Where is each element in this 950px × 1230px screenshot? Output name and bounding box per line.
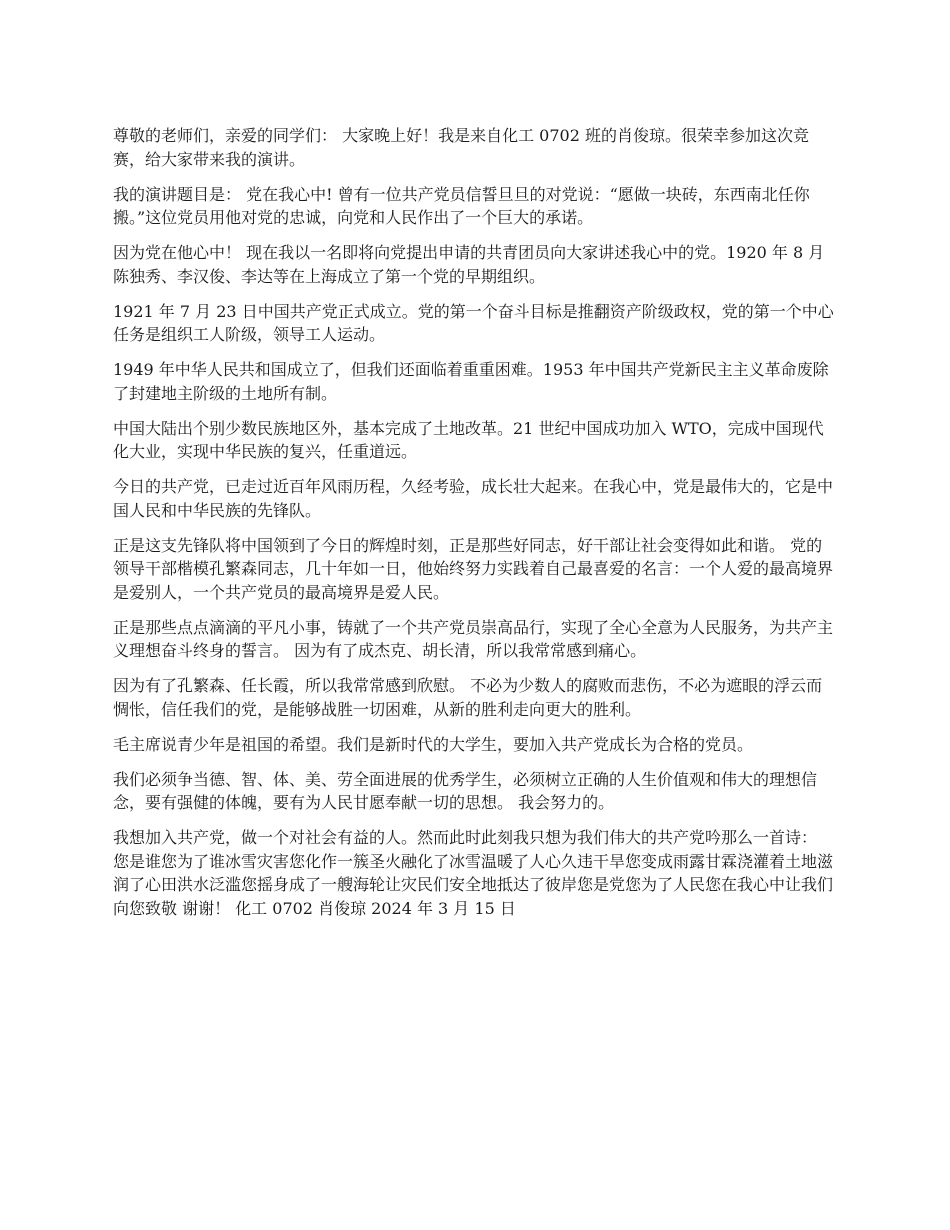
paragraph-trust: 因为有了孔繁森、任长霞，所以我常常感到欣慰。 不必为少数人的腐败而悲伤，不必为遮眼的浮云而惆怅，信任我们的党，是能够战胜一切困难，从新的胜利走向更大的胜利。 [113,676,823,719]
paragraph-1949: 1949 年中华人民共和国成立了，但我们还面临着重重困难。1953 年中国共产党新民主主义革命废除了封建地主阶级的土地所有制。 [113,360,829,403]
paragraph-1921: 1921 年 7 月 23 日中国共产党正式成立。党的第一个奋斗目标是推翻资产阶级政权，党的第一个中心任务是组织工人阶级，领导工人运动。 [113,301,834,344]
paragraph-today: 今日的共产党，已走过近百年风雨历程，久经考验，成长壮大起来。在我心中，党是最伟大的，它是中国人民和中华民族的先锋队。 [113,477,834,520]
paragraph-party-founding: 因为党在他心中！ 现在我以一名即将向党提出申请的共青团员向大家讲述我心中的党。1920 年 8 月陈独秀、李汉俊、李达等在上海成立了第一个党的早期组织。 [113,243,825,286]
document-body [113,124,835,932]
paragraph-vanguard: 正是这支先锋队将中国领到了今日的辉煌时刻，正是那些好同志，好干部让社会变得如此和谐。 党的领导干部楷模孔繁森同志，几十年如一日，他始终努力实践着自己最喜爱的名言：一个人爱的最高境界是爱别人，一个共产党员的最高境界是爱人民。 [113,535,834,602]
paragraph-ordinary-deeds: 正是那些点点滴滴的平凡小事，铸就了一个共产党员崇高品行，实现了全心全意为人民服务，为共产主义理想奋斗终身的誓言。 因为有了成杰克、胡长清，所以我常常感到痛心。 [113,617,834,660]
paragraph-poem-closing: 我想加入共产党，做一个对社会有益的人。然而此时此刻我只想为我们伟大的共产党吟那么一首诗： 您是谁您为了谁冰雪灾害您化作一簇圣火融化了冰雪温暖了人心久违干旱您变成雨露甘霖浇灌着土地滋润了心田洪水泛滥您摇身成了一艘海轮让灾民们安全地抵达了彼岸您是党您为了人民您在我心中让我们向您致敬 谢谢！ 化工 0702 肖俊琼 2024 年 3 月 15 日 [113,828,834,918]
paragraph-excellence: 我们必须争当德、智、体、美、劳全面进展的优秀学生，必须树立正确的人生价值观和伟大的理想信念，要有强健的体魄，要有为人民甘愿奉献一切的思想。 我会努力的。 [113,769,818,812]
paragraph-greeting: 尊敬的老师们，亲爱的同学们： 大家晚上好！我是来自化工 0702 班的肖俊琼。很荣幸参加这次竞赛，给大家带来我的演讲。 [113,126,809,169]
paragraph-speech-topic: 我的演讲题目是： 党在我心中! 曾有一位共产党员信誓旦旦的对党说：“愿做一块砖，东西南北任你搬。”这位党员用他对党的忠诚，向党和人民作出了一个巨大的承诺。 [113,184,810,227]
paragraph-land-reform: 中国大陆出个别少数民族地区外，基本完成了土地改革。21 世纪中国成功加入 WTO，完成中国现代化大业，实现中华民族的复兴，任重道远。 [113,418,824,461]
paragraph-youth: 毛主席说青少年是祖国的希望。我们是新时代的大学生，要加入共产党成长为合格的党员。 [113,734,754,754]
